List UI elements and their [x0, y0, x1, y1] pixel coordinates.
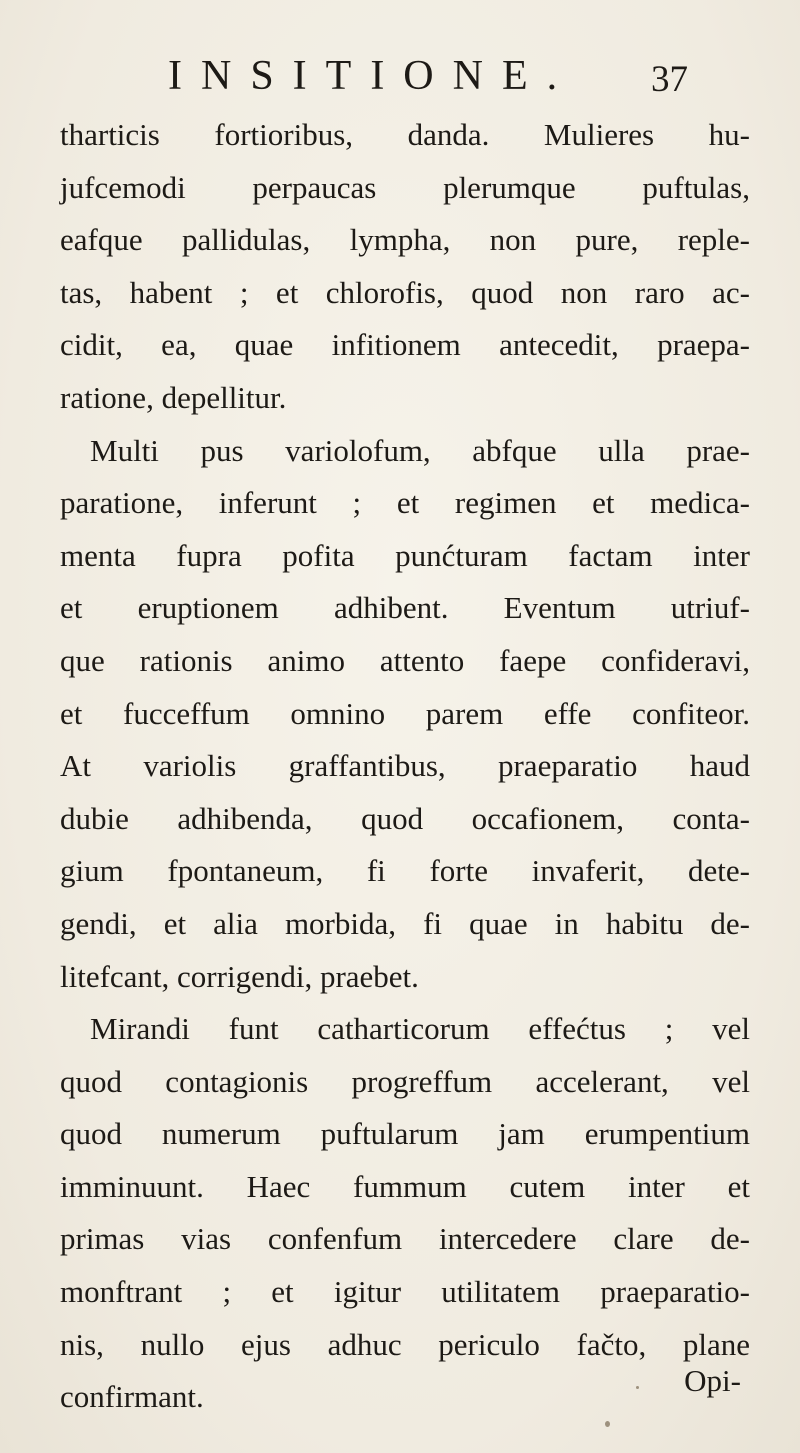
paragraph-first-line: Mirandi funt catharticorum effećtus ; vel: [90, 1011, 750, 1047]
paper-speck: [605, 1421, 610, 1427]
text-line: At variolis graffantibus, praeparatio haud: [60, 748, 750, 784]
text-line: nis, nullo ejus adhuc periculo fačto, plane: [60, 1326, 750, 1362]
running-title: INSITIONE.: [168, 53, 577, 99]
page-number: 37: [651, 59, 688, 100]
text-line: imminuunt. Haec fummum cutem inter et: [60, 1168, 750, 1204]
catchword-row: [0, 1355, 741, 1407]
text-line: quod numerum puftularum jam erumpentium: [60, 1116, 750, 1152]
text-line: dubie adhibenda, quod occafionem, conta-: [60, 800, 750, 836]
paper-speck: [636, 1386, 639, 1389]
text-line: tharticis fortioribus, danda. Mulieres hu-: [60, 117, 750, 152]
text-line: gium fpontaneum, fi forte invaferit, dete-: [60, 853, 750, 889]
paragraph-first-line: Multi pus variolofum, abfque ulla prae-: [90, 432, 750, 468]
text-line: eafque pallidulas, lympha, non pure, reple-: [60, 222, 750, 258]
text-line: jufcemodi perpaucas plerumque puftulas,: [60, 169, 750, 205]
text-line: gendi, et alia morbida, fi quae in habitu de-: [60, 905, 750, 941]
catchword: Opi-: [684, 1363, 741, 1398]
text-line: quod contagionis progreffum accelerant, vel: [60, 1063, 750, 1099]
text-line: primas vias confenfum intercedere clare de-: [60, 1221, 750, 1257]
text-line: menta fupra pofita punćturam factam inter: [60, 537, 750, 573]
text-line: monftrant ; et igitur utilitatem praeparatio-: [60, 1274, 750, 1310]
text-line: que rationis animo attento faepe confideravi,: [60, 642, 750, 678]
text-line: ratione, depellitur.: [60, 379, 287, 415]
text-line: et fucceffum omnino parem effe confiteor.: [60, 695, 750, 731]
text-line: et eruptionem adhibent. Eventum utriuf-: [60, 590, 750, 626]
text-line: tas, habent ; et chlorofis, quod non raro ac-: [60, 274, 750, 310]
text-line: paratione, inferunt ; et regimen et medica-: [60, 485, 750, 521]
text-line: confirmant.: [60, 1379, 204, 1415]
text-line: litefcant, corrigendi, praebet.: [60, 958, 419, 994]
running-head: [168, 46, 688, 106]
text-line: cidit, ea, quae infitionem antecedit, praepa-: [60, 327, 750, 363]
body-text: [60, 109, 750, 1424]
